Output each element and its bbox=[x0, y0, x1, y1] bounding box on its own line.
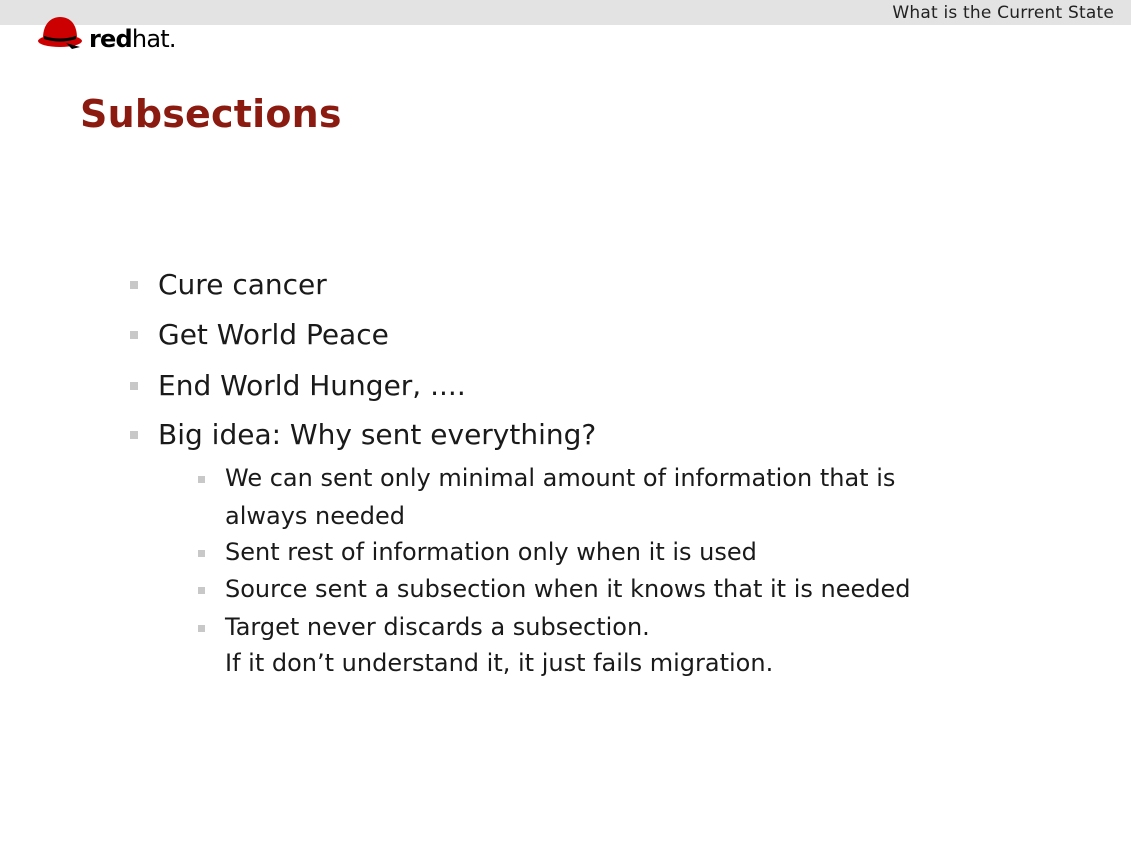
bullet-marker bbox=[130, 431, 138, 439]
sub-bullet-marker bbox=[198, 476, 205, 483]
logo-text: redhat. bbox=[89, 25, 176, 53]
bullet-marker bbox=[130, 382, 138, 390]
sub-bullet-marker bbox=[198, 587, 205, 594]
sub-list-item-line: Source sent a subsection when it knows that it is needed bbox=[225, 575, 911, 603]
bullet-marker bbox=[130, 281, 138, 289]
sub-list-item-line: If it don’t understand it, it just fails migration. bbox=[225, 649, 774, 677]
bullet-marker bbox=[130, 331, 138, 339]
list-item: Cure cancer bbox=[158, 268, 327, 301]
red-hat-icon bbox=[36, 14, 86, 50]
slide-title: Subsections bbox=[80, 92, 342, 136]
sub-list-item-line: Target never discards a subsection. bbox=[225, 613, 650, 641]
sub-bullet-marker bbox=[198, 550, 205, 557]
sub-list-item-line: always needed bbox=[225, 502, 406, 530]
sub-list-item-line: We can sent only minimal amount of information that is bbox=[225, 464, 896, 492]
sub-list-item-line: Sent rest of information only when it is used bbox=[225, 538, 757, 566]
list-item: Get World Peace bbox=[158, 318, 389, 351]
list-item: Big idea: Why sent everything? bbox=[158, 418, 597, 451]
section-title: What is the Current State bbox=[892, 3, 1114, 23]
red-hat-logo bbox=[36, 14, 186, 54]
sub-bullet-marker bbox=[198, 625, 205, 632]
list-item: End World Hunger, .... bbox=[158, 369, 466, 402]
